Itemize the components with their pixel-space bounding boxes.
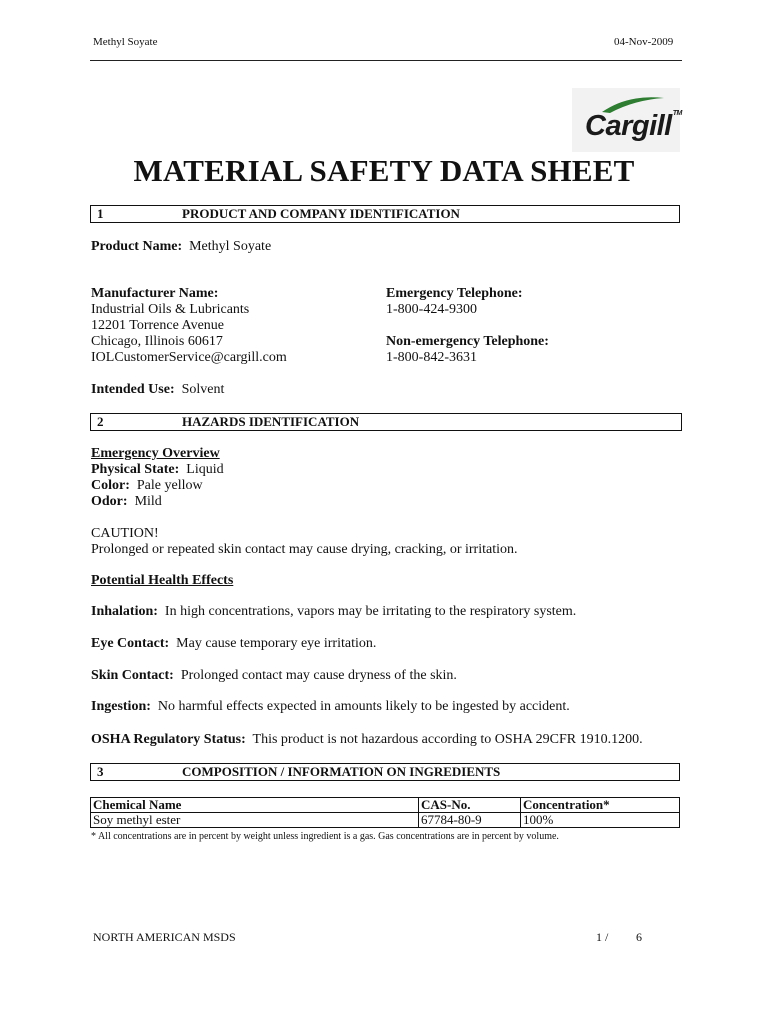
cas-no-cell: 67784-80-9 bbox=[419, 813, 521, 828]
intended-use-row bbox=[91, 382, 224, 398]
column-header-cas-no: CAS-No. bbox=[419, 798, 521, 813]
composition-footnote: * All concentrations are in percent by weight unless ingredient is a gas. Gas concentrations are in percent by volume. bbox=[91, 831, 559, 842]
footer-total-pages: 6 bbox=[636, 930, 642, 944]
page-title: MATERIAL SAFETY DATA SHEET bbox=[133, 153, 635, 188]
composition-table bbox=[90, 797, 680, 828]
telephone-block bbox=[386, 286, 549, 366]
emergency-overview-block bbox=[91, 446, 224, 510]
osha-status-value: This product is not hazardous according to OSHA 29CFR 1910.1200. bbox=[252, 732, 643, 747]
product-name-value: Methyl Soyate bbox=[189, 239, 272, 254]
inhalation-row bbox=[91, 604, 576, 620]
footer-page-number: 1 / bbox=[596, 930, 609, 944]
product-name-label: Product Name: bbox=[91, 239, 183, 254]
intended-use-value: Solvent bbox=[181, 382, 225, 397]
header-date: 04-Nov-2009 bbox=[614, 36, 674, 48]
emergency-telephone-value: 1-800-424-9300 bbox=[386, 302, 477, 317]
concentration-cell: 100% bbox=[521, 813, 680, 828]
table-header-row bbox=[91, 798, 680, 813]
product-name-row bbox=[91, 239, 271, 255]
skin-contact-value: Prolonged contact may cause dryness of the skin. bbox=[180, 668, 457, 683]
column-header-chemical-name: Chemical Name bbox=[91, 798, 419, 813]
section-title: PRODUCT AND COMPANY IDENTIFICATION bbox=[182, 206, 460, 221]
emergency-telephone-label: Emergency Telephone: bbox=[386, 286, 523, 301]
inhalation-label: Inhalation: bbox=[91, 604, 158, 619]
color-label: Color: bbox=[91, 478, 130, 493]
section-2-header bbox=[90, 413, 682, 431]
physical-state-value: Liquid bbox=[186, 462, 224, 477]
caution-heading: CAUTION! bbox=[91, 526, 159, 541]
section-1-header bbox=[90, 205, 680, 223]
caution-text: Prolonged or repeated skin contact may cause drying, cracking, or irritation. bbox=[91, 542, 518, 557]
osha-status-row bbox=[91, 732, 643, 748]
column-header-concentration: Concentration* bbox=[521, 798, 680, 813]
chemical-name-cell: Soy methyl ester bbox=[91, 813, 419, 828]
eye-contact-row bbox=[91, 636, 376, 652]
section-3-header bbox=[90, 763, 680, 781]
odor-value: Mild bbox=[134, 494, 162, 509]
caution-block bbox=[91, 526, 517, 558]
osha-status-label: OSHA Regulatory Status: bbox=[91, 732, 246, 747]
potential-health-effects-heading: Potential Health Effects bbox=[91, 573, 234, 588]
ingestion-value: No harmful effects expected in amounts likely to be ingested by accident. bbox=[157, 699, 570, 714]
color-value: Pale yellow bbox=[136, 478, 203, 493]
inhalation-value: In high concentrations, vapors may be irritating to the respiratory system. bbox=[164, 604, 577, 619]
color-row bbox=[91, 478, 224, 494]
eye-contact-label: Eye Contact: bbox=[91, 636, 170, 651]
section-title: COMPOSITION / INFORMATION ON INGREDIENTS bbox=[182, 764, 501, 779]
table-row bbox=[91, 813, 680, 828]
section-number: 3 bbox=[97, 764, 104, 779]
nonemergency-telephone-label: Non-emergency Telephone: bbox=[386, 334, 549, 349]
ingestion-label: Ingestion: bbox=[91, 699, 151, 714]
odor-label: Odor: bbox=[91, 494, 128, 509]
section-number: 2 bbox=[97, 414, 104, 429]
section-number: 1 bbox=[97, 206, 104, 221]
emergency-overview-heading: Emergency Overview bbox=[91, 446, 220, 461]
cargill-logo-text: Cargill™ bbox=[585, 110, 682, 142]
manufacturer-line: 12201 Torrence Avenue bbox=[91, 318, 225, 333]
manufacturer-block bbox=[91, 286, 287, 366]
physical-state-row bbox=[91, 462, 224, 478]
section-title: HAZARDS IDENTIFICATION bbox=[182, 414, 360, 429]
header-rule bbox=[90, 60, 682, 61]
skin-contact-label: Skin Contact: bbox=[91, 668, 174, 683]
odor-row bbox=[91, 494, 224, 510]
manufacturer-line: Chicago, Illinois 60617 bbox=[91, 334, 223, 349]
manufacturer-label: Manufacturer Name: bbox=[91, 286, 219, 301]
skin-contact-row bbox=[91, 668, 457, 684]
footer-document-type: NORTH AMERICAN MSDS bbox=[93, 930, 236, 944]
manufacturer-email: IOLCustomerService@cargill.com bbox=[91, 350, 287, 365]
intended-use-label: Intended Use: bbox=[91, 382, 175, 397]
manufacturer-line: Industrial Oils & Lubricants bbox=[91, 302, 250, 317]
physical-state-label: Physical State: bbox=[91, 462, 180, 477]
nonemergency-telephone-value: 1-800-842-3631 bbox=[386, 350, 477, 365]
eye-contact-value: May cause temporary eye irritation. bbox=[176, 636, 377, 651]
header-product-name: Methyl Soyate bbox=[93, 36, 158, 48]
ingestion-row bbox=[91, 699, 570, 715]
